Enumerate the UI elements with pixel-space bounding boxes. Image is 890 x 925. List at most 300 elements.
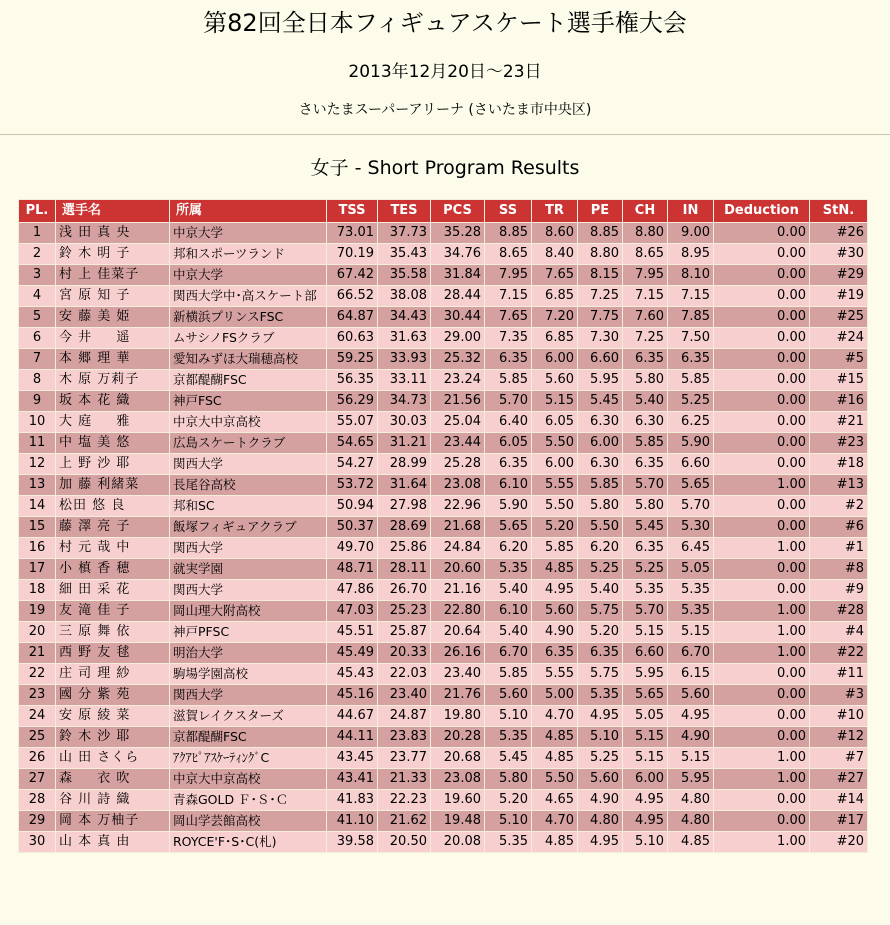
in-cell: 5.35: [668, 580, 714, 601]
pe-cell: 4.95: [578, 706, 623, 727]
deduction-cell: 1.00: [714, 601, 810, 622]
table-row: [19, 475, 868, 496]
pe-cell: 5.45: [578, 391, 623, 412]
pe-cell: 6.35: [578, 643, 623, 664]
deduction-cell: 1.00: [714, 622, 810, 643]
club-cell: 長尾谷高校: [170, 475, 327, 496]
club-cell: 明治大学: [170, 643, 327, 664]
table-row: [19, 265, 868, 286]
place-cell: 9: [19, 391, 56, 412]
ch-cell: 8.80: [623, 223, 668, 244]
start-number-cell: #6: [810, 517, 868, 538]
tes-cell: 31.21: [378, 433, 431, 454]
start-number-cell: #10: [810, 706, 868, 727]
tr-cell: 5.50: [532, 769, 578, 790]
skater-name-cell: 大 庭 雅: [56, 412, 170, 433]
in-cell: 5.05: [668, 559, 714, 580]
pcs-cell: 23.08: [431, 769, 485, 790]
tr-cell: 5.20: [532, 517, 578, 538]
pe-cell: 5.25: [578, 559, 623, 580]
ch-cell: 5.35: [623, 580, 668, 601]
skater-name-cell: 村 上 佳菜子: [56, 265, 170, 286]
tss-cell: 54.65: [327, 433, 378, 454]
deduction-cell: 0.00: [714, 412, 810, 433]
ch-cell: 5.15: [623, 727, 668, 748]
place-cell: 25: [19, 727, 56, 748]
results-table: [18, 199, 868, 853]
in-cell: 5.30: [668, 517, 714, 538]
skater-name-cell: 三 原 舞 依: [56, 622, 170, 643]
table-row: [19, 790, 868, 811]
tes-cell: 27.98: [378, 496, 431, 517]
col-header-tes: TES: [378, 200, 431, 223]
tss-cell: 50.94: [327, 496, 378, 517]
tss-cell: 53.72: [327, 475, 378, 496]
place-cell: 17: [19, 559, 56, 580]
deduction-cell: 0.00: [714, 286, 810, 307]
deduction-cell: 0.00: [714, 391, 810, 412]
deduction-cell: 0.00: [714, 685, 810, 706]
deduction-cell: 1.00: [714, 748, 810, 769]
club-cell: 新横浜プリンスFSC: [170, 307, 327, 328]
start-number-cell: #19: [810, 286, 868, 307]
ss-cell: 5.90: [485, 496, 532, 517]
tes-cell: 25.23: [378, 601, 431, 622]
in-cell: 5.95: [668, 769, 714, 790]
in-cell: 5.25: [668, 391, 714, 412]
tr-cell: 8.40: [532, 244, 578, 265]
tes-cell: 33.93: [378, 349, 431, 370]
tes-cell: 24.87: [378, 706, 431, 727]
tes-cell: 23.40: [378, 685, 431, 706]
start-number-cell: #23: [810, 433, 868, 454]
in-cell: 4.85: [668, 832, 714, 853]
ss-cell: 6.70: [485, 643, 532, 664]
pe-cell: 5.60: [578, 769, 623, 790]
tes-cell: 28.99: [378, 454, 431, 475]
club-cell: 関西大学: [170, 685, 327, 706]
pcs-cell: 25.32: [431, 349, 485, 370]
start-number-cell: #3: [810, 685, 868, 706]
in-cell: 5.65: [668, 475, 714, 496]
deduction-cell: 1.00: [714, 475, 810, 496]
skater-name-cell: 浅 田 真 央: [56, 223, 170, 244]
ch-cell: 6.60: [623, 643, 668, 664]
pe-cell: 6.30: [578, 412, 623, 433]
tr-cell: 7.20: [532, 307, 578, 328]
skater-name-cell: 坂 本 花 織: [56, 391, 170, 412]
table-row: [19, 706, 868, 727]
skater-name-cell: 鈴 木 明 子: [56, 244, 170, 265]
tss-cell: 39.58: [327, 832, 378, 853]
tes-cell: 20.50: [378, 832, 431, 853]
deduction-cell: 1.00: [714, 832, 810, 853]
tes-cell: 21.62: [378, 811, 431, 832]
club-cell: 愛知みずほ大瑞穂高校: [170, 349, 327, 370]
club-cell: 青森GOLD Ｆ･Ｓ･Ｃ: [170, 790, 327, 811]
ss-cell: 5.10: [485, 706, 532, 727]
start-number-cell: #24: [810, 328, 868, 349]
pe-cell: 5.75: [578, 601, 623, 622]
tss-cell: 45.16: [327, 685, 378, 706]
deduction-cell: 0.00: [714, 811, 810, 832]
pe-cell: 8.85: [578, 223, 623, 244]
ss-cell: 5.40: [485, 622, 532, 643]
place-cell: 7: [19, 349, 56, 370]
club-cell: 駒場学園高校: [170, 664, 327, 685]
in-cell: 5.15: [668, 748, 714, 769]
table-row: [19, 433, 868, 454]
pcs-cell: 30.44: [431, 307, 485, 328]
tes-cell: 31.63: [378, 328, 431, 349]
tr-cell: 5.50: [532, 496, 578, 517]
ch-cell: 5.65: [623, 685, 668, 706]
pcs-cell: 19.60: [431, 790, 485, 811]
start-number-cell: #16: [810, 391, 868, 412]
tr-cell: 5.55: [532, 664, 578, 685]
tss-cell: 44.67: [327, 706, 378, 727]
ch-cell: 5.70: [623, 601, 668, 622]
in-cell: 6.25: [668, 412, 714, 433]
col-header-pl: PL.: [19, 200, 56, 223]
start-number-cell: #25: [810, 307, 868, 328]
table-row: [19, 748, 868, 769]
ss-cell: 6.10: [485, 475, 532, 496]
tes-cell: 26.70: [378, 580, 431, 601]
start-number-cell: #5: [810, 349, 868, 370]
club-cell: ムサシノFSクラブ: [170, 328, 327, 349]
skater-name-cell: 宮 原 知 子: [56, 286, 170, 307]
start-number-cell: #8: [810, 559, 868, 580]
pe-cell: 4.95: [578, 832, 623, 853]
club-cell: 中京大中京高校: [170, 769, 327, 790]
tes-cell: 31.64: [378, 475, 431, 496]
tss-cell: 50.37: [327, 517, 378, 538]
tss-cell: 67.42: [327, 265, 378, 286]
tes-cell: 28.11: [378, 559, 431, 580]
tr-cell: 4.90: [532, 622, 578, 643]
place-cell: 22: [19, 664, 56, 685]
place-cell: 8: [19, 370, 56, 391]
tss-cell: 43.41: [327, 769, 378, 790]
pe-cell: 5.75: [578, 664, 623, 685]
tss-cell: 45.43: [327, 664, 378, 685]
ch-cell: 5.10: [623, 832, 668, 853]
club-cell: 関西大学中･高スケート部: [170, 286, 327, 307]
in-cell: 4.80: [668, 790, 714, 811]
pe-cell: 6.60: [578, 349, 623, 370]
ch-cell: 6.35: [623, 349, 668, 370]
skater-name-cell: 加 藤 利緒菜: [56, 475, 170, 496]
pcs-cell: 21.68: [431, 517, 485, 538]
place-cell: 24: [19, 706, 56, 727]
tes-cell: 20.33: [378, 643, 431, 664]
in-cell: 6.45: [668, 538, 714, 559]
ss-cell: 5.35: [485, 727, 532, 748]
club-cell: 中京大学: [170, 265, 327, 286]
place-cell: 13: [19, 475, 56, 496]
tss-cell: 55.07: [327, 412, 378, 433]
start-number-cell: #28: [810, 601, 868, 622]
tr-cell: 8.60: [532, 223, 578, 244]
place-cell: 14: [19, 496, 56, 517]
ss-cell: 5.45: [485, 748, 532, 769]
place-cell: 16: [19, 538, 56, 559]
table-row: [19, 244, 868, 265]
pe-cell: 5.25: [578, 748, 623, 769]
start-number-cell: #22: [810, 643, 868, 664]
deduction-cell: 1.00: [714, 769, 810, 790]
ch-cell: 6.00: [623, 769, 668, 790]
club-cell: 関西大学: [170, 454, 327, 475]
start-number-cell: #27: [810, 769, 868, 790]
table-row: [19, 286, 868, 307]
in-cell: 5.60: [668, 685, 714, 706]
ss-cell: 7.35: [485, 328, 532, 349]
start-number-cell: #30: [810, 244, 868, 265]
skater-name-cell: 中 塩 美 悠: [56, 433, 170, 454]
start-number-cell: #4: [810, 622, 868, 643]
pcs-cell: 23.44: [431, 433, 485, 454]
tr-cell: 6.05: [532, 412, 578, 433]
deduction-cell: 0.00: [714, 454, 810, 475]
tss-cell: 59.25: [327, 349, 378, 370]
pe-cell: 6.00: [578, 433, 623, 454]
table-row: [19, 517, 868, 538]
club-cell: 京都醍醐FSC: [170, 370, 327, 391]
start-number-cell: #1: [810, 538, 868, 559]
ss-cell: 5.70: [485, 391, 532, 412]
club-cell: ｱｸｱﾋﾟｱｽｹｰﾃｨﾝｸﾞC: [170, 748, 327, 769]
deduction-cell: 0.00: [714, 727, 810, 748]
table-row: [19, 811, 868, 832]
skater-name-cell: 森 衣 吹: [56, 769, 170, 790]
tr-cell: 4.70: [532, 706, 578, 727]
in-cell: 9.00: [668, 223, 714, 244]
header-divider: [0, 134, 890, 135]
skater-name-cell: 國 分 紫 苑: [56, 685, 170, 706]
ch-cell: 5.45: [623, 517, 668, 538]
col-header-name: 選手名: [56, 200, 170, 223]
tss-cell: 64.87: [327, 307, 378, 328]
pcs-cell: 20.60: [431, 559, 485, 580]
table-row: [19, 496, 868, 517]
ch-cell: 5.80: [623, 496, 668, 517]
pcs-cell: 19.48: [431, 811, 485, 832]
club-cell: 中京大学: [170, 223, 327, 244]
club-cell: 滋賀レイクスターズ: [170, 706, 327, 727]
club-cell: 飯塚フィギュアクラブ: [170, 517, 327, 538]
pcs-cell: 20.28: [431, 727, 485, 748]
skater-name-cell: 細 田 采 花: [56, 580, 170, 601]
tss-cell: 56.35: [327, 370, 378, 391]
tr-cell: 4.95: [532, 580, 578, 601]
col-header-stn: StN.: [810, 200, 868, 223]
ss-cell: 5.85: [485, 664, 532, 685]
tes-cell: 35.58: [378, 265, 431, 286]
ss-cell: 5.65: [485, 517, 532, 538]
tr-cell: 7.65: [532, 265, 578, 286]
in-cell: 4.90: [668, 727, 714, 748]
tes-cell: 21.33: [378, 769, 431, 790]
club-cell: 岡山学芸館高校: [170, 811, 327, 832]
pe-cell: 7.25: [578, 286, 623, 307]
col-header-pe: PE: [578, 200, 623, 223]
table-row: [19, 643, 868, 664]
tes-cell: 22.03: [378, 664, 431, 685]
table-row: [19, 559, 868, 580]
pe-cell: 5.80: [578, 496, 623, 517]
pe-cell: 5.20: [578, 622, 623, 643]
ch-cell: 5.85: [623, 433, 668, 454]
club-cell: 関西大学: [170, 580, 327, 601]
ss-cell: 7.65: [485, 307, 532, 328]
tes-cell: 33.11: [378, 370, 431, 391]
place-cell: 19: [19, 601, 56, 622]
start-number-cell: #9: [810, 580, 868, 601]
ss-cell: 8.65: [485, 244, 532, 265]
table-row: [19, 349, 868, 370]
pe-cell: 5.10: [578, 727, 623, 748]
place-cell: 29: [19, 811, 56, 832]
col-header-club: 所属: [170, 200, 327, 223]
tss-cell: 45.51: [327, 622, 378, 643]
pcs-cell: 35.28: [431, 223, 485, 244]
skater-name-cell: 安 原 綾 菜: [56, 706, 170, 727]
start-number-cell: #12: [810, 727, 868, 748]
pcs-cell: 23.08: [431, 475, 485, 496]
pe-cell: 5.95: [578, 370, 623, 391]
deduction-cell: 0.00: [714, 517, 810, 538]
in-cell: 5.70: [668, 496, 714, 517]
place-cell: 12: [19, 454, 56, 475]
ch-cell: 7.95: [623, 265, 668, 286]
in-cell: 7.50: [668, 328, 714, 349]
deduction-cell: 0.00: [714, 349, 810, 370]
table-row: [19, 832, 868, 853]
deduction-cell: 0.00: [714, 790, 810, 811]
ss-cell: 7.15: [485, 286, 532, 307]
pcs-cell: 20.64: [431, 622, 485, 643]
tr-cell: 4.85: [532, 559, 578, 580]
tes-cell: 28.69: [378, 517, 431, 538]
tss-cell: 43.45: [327, 748, 378, 769]
ch-cell: 5.95: [623, 664, 668, 685]
tes-cell: 30.03: [378, 412, 431, 433]
table-row: [19, 538, 868, 559]
pe-cell: 5.35: [578, 685, 623, 706]
table-row: [19, 307, 868, 328]
pcs-cell: 31.84: [431, 265, 485, 286]
ss-cell: 7.95: [485, 265, 532, 286]
col-header-pcs: PCS: [431, 200, 485, 223]
tss-cell: 66.52: [327, 286, 378, 307]
skater-name-cell: 小 槙 香 穂: [56, 559, 170, 580]
ss-cell: 5.80: [485, 769, 532, 790]
tes-cell: 35.43: [378, 244, 431, 265]
pcs-cell: 25.28: [431, 454, 485, 475]
ch-cell: 7.15: [623, 286, 668, 307]
tr-cell: 5.60: [532, 601, 578, 622]
tss-cell: 49.70: [327, 538, 378, 559]
club-cell: 広島スケートクラブ: [170, 433, 327, 454]
tr-cell: 5.85: [532, 538, 578, 559]
ss-cell: 6.05: [485, 433, 532, 454]
skater-name-cell: 山 本 真 由: [56, 832, 170, 853]
table-row: [19, 328, 868, 349]
table-row: [19, 601, 868, 622]
deduction-cell: 1.00: [714, 643, 810, 664]
ss-cell: 5.35: [485, 832, 532, 853]
in-cell: 5.15: [668, 622, 714, 643]
club-cell: 神戸PFSC: [170, 622, 327, 643]
in-cell: 8.10: [668, 265, 714, 286]
tss-cell: 54.27: [327, 454, 378, 475]
place-cell: 3: [19, 265, 56, 286]
tr-cell: 6.00: [532, 454, 578, 475]
skater-name-cell: 村 元 哉 中: [56, 538, 170, 559]
col-header-tr: TR: [532, 200, 578, 223]
tes-cell: 25.87: [378, 622, 431, 643]
club-cell: 就実学園: [170, 559, 327, 580]
ch-cell: 6.30: [623, 412, 668, 433]
skater-name-cell: 鈴 木 沙 耶: [56, 727, 170, 748]
place-cell: 20: [19, 622, 56, 643]
place-cell: 23: [19, 685, 56, 706]
tss-cell: 48.71: [327, 559, 378, 580]
pe-cell: 4.90: [578, 790, 623, 811]
pe-cell: 4.80: [578, 811, 623, 832]
start-number-cell: #2: [810, 496, 868, 517]
in-cell: 8.95: [668, 244, 714, 265]
skater-name-cell: 山 田 さくら: [56, 748, 170, 769]
results-subtitle: 女子 - Short Program Results: [310, 157, 580, 179]
ss-cell: 6.35: [485, 454, 532, 475]
table-row: [19, 412, 868, 433]
pe-cell: 5.40: [578, 580, 623, 601]
in-cell: 6.60: [668, 454, 714, 475]
place-cell: 18: [19, 580, 56, 601]
club-cell: 京都醍醐FSC: [170, 727, 327, 748]
start-number-cell: #26: [810, 223, 868, 244]
in-cell: 7.15: [668, 286, 714, 307]
start-number-cell: #14: [810, 790, 868, 811]
pe-cell: 8.15: [578, 265, 623, 286]
place-cell: 1: [19, 223, 56, 244]
deduction-cell: 0.00: [714, 496, 810, 517]
tss-cell: 41.10: [327, 811, 378, 832]
ch-cell: 7.60: [623, 307, 668, 328]
tss-cell: 56.29: [327, 391, 378, 412]
skater-name-cell: 今 井 遥: [56, 328, 170, 349]
tss-cell: 60.63: [327, 328, 378, 349]
pe-cell: 8.80: [578, 244, 623, 265]
place-cell: 10: [19, 412, 56, 433]
skater-name-cell: 友 滝 佳 子: [56, 601, 170, 622]
tr-cell: 4.65: [532, 790, 578, 811]
ch-cell: 5.40: [623, 391, 668, 412]
tr-cell: 4.85: [532, 832, 578, 853]
deduction-cell: 0.00: [714, 706, 810, 727]
club-cell: 神戸FSC: [170, 391, 327, 412]
ch-cell: 5.80: [623, 370, 668, 391]
pcs-cell: 21.56: [431, 391, 485, 412]
pe-cell: 6.30: [578, 454, 623, 475]
place-cell: 30: [19, 832, 56, 853]
pcs-cell: 23.24: [431, 370, 485, 391]
col-header-ch: CH: [623, 200, 668, 223]
table-row: [19, 454, 868, 475]
